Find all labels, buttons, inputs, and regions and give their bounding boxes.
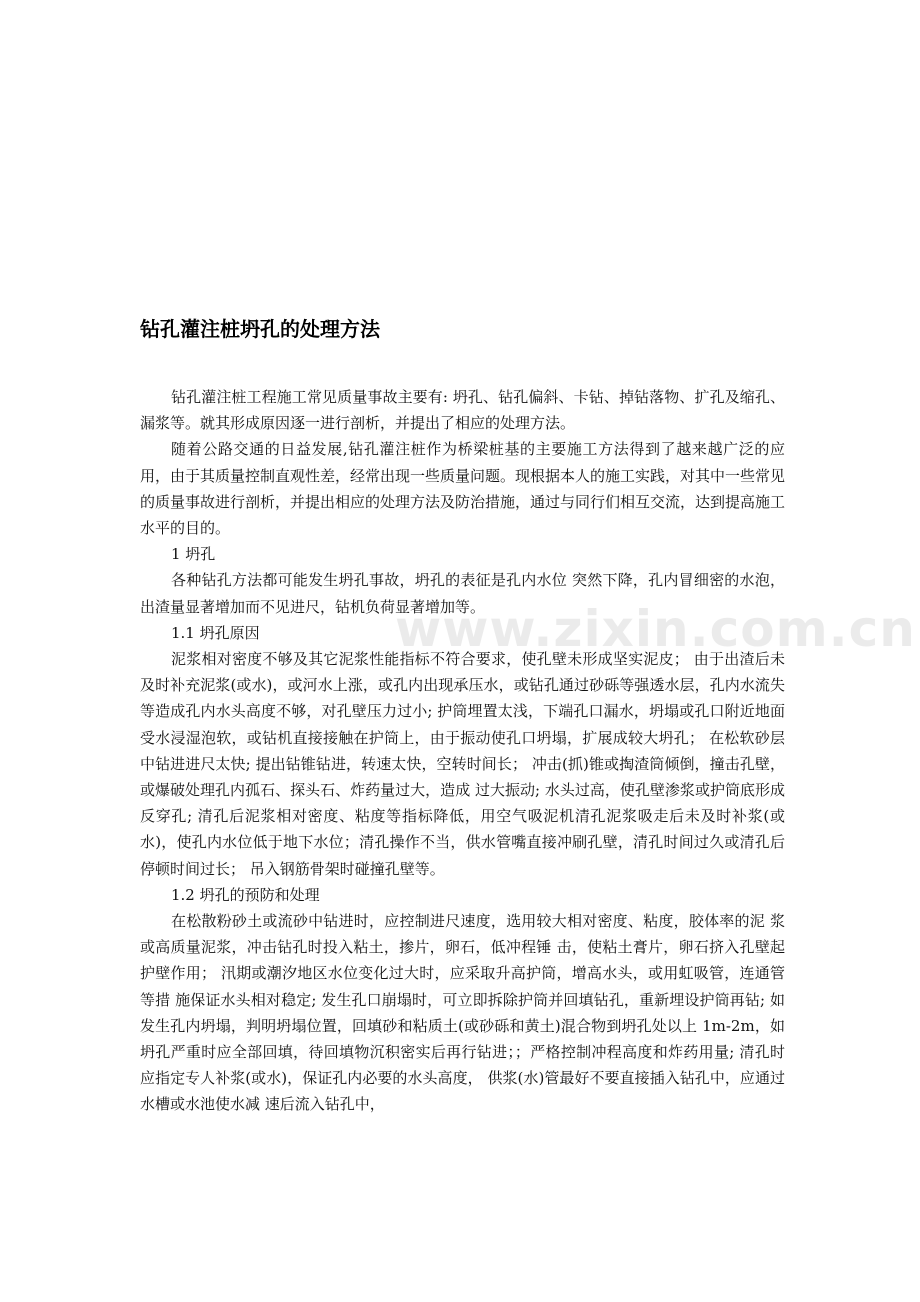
section-1-heading: 1 坍孔 bbox=[171, 545, 216, 564]
intro-paragraph-2: 随着公路交通的日益发展,钻孔灌注桩作为桥梁桩基的主要施工方法得到了越来越广泛的应用，由于其质量控制直观性差，经常出现一些质量问题。现根据本人的施工实践，对其中一些常见的质量事故进行剖析，并提出相应的处理方法及防治措施，通过与同行们相互交流，达到提高施工水平的目的。 bbox=[140, 440, 786, 538]
intro-paragraph-1: 钻孔灌注桩工程施工常见质量事故主要有: 坍孔、钻孔偏斜、卡钻、掉钻落物、扩孔及缩孔、漏浆等。就其形成原因逐一进行剖析，并提出了相应的处理方法。 bbox=[140, 388, 785, 433]
document-body bbox=[140, 384, 785, 1118]
section-1-paragraph: 各种钻孔方法都可能发生坍孔事故，坍孔的表征是孔内水位 突然下降，孔内冒细密的水泡，出渣量显著增加而不见进尺，钻机负荷显著增加等。 bbox=[140, 571, 785, 616]
section-1-1-paragraph: 泥浆相对密度不够及其它泥浆性能指标不符合要求，使孔壁未形成坚实泥皮； 由于出渣后未及时补充泥浆(或水)，或河水上涨，或孔内出现承压水，或钻孔通过砂砾等强透水层，孔内水流失等造成孔内水头高度不够，对孔壁压力过小; 护筒埋置太浅，下端孔口漏水，坍塌或孔口附近地面受水浸湿泡软，或钻机直接接触在护筒上，由于振动使孔口坍塌，扩展成较大坍孔； 在松软砂层中钻进进尺太快; 提出钻锥钻进，转速太快，空转时间长； 冲击(抓)锥或掏渣筒倾倒，撞击孔壁，或爆破处理孔内孤石、探头石、炸药量过大，造成 过大振动; 水头过高，使孔壁渗浆或护筒底形成反穿孔; 清孔后泥浆相对密度、粘度等指标降低，用空气吸泥机清孔泥浆吸走后未及时补浆(或 水)，使孔内水位低于地下水位；清孔操作不当，供水管嘴直接冲刷孔壁，清孔时间过久或清孔后停顿时间过长； 吊入钢筋骨架时碰撞孔壁等。 bbox=[140, 650, 785, 878]
watermark-text: www.zixin.com.cn bbox=[395, 600, 916, 658]
document-title: 钻孔灌注桩坍孔的处理方法 bbox=[140, 317, 380, 341]
section-1-2-paragraph: 在松散粉砂土或流砂中钻进时，应控制进尺速度，选用较大相对密度、粘度，胶体率的泥 浆或高质量泥浆，冲击钻孔时投入粘土，掺片，卵石，低冲程锤 击，使粘土膏片，卵石挤入孔壁起护壁作用； 汛期或潮汐地区水位变化过大时，应采取升高护筒，增高水头，或用虹吸管，连通管等措 施保证水头相对稳定; 发生孔口崩塌时，可立即拆除护筒并回填钻孔，重新埋设护筒再钻; 如发生孔内坍塌，判明坍塌位置，回填砂和粘质土(或砂砾和黄土)混合物到坍孔处以上 1m-2m，如坍孔严重时应全部回填，待回填物沉积密实后再行钻进；；严格控制冲程高度和炸药用量; 清孔时应指定专人补浆(或水)，保证孔内必要的水头高度， 供浆(水)管最好不要直接插入钻孔中，应通过水槽或水池使水减 速后流入钻孔中， bbox=[140, 912, 785, 1114]
section-1-1-heading: 1.1 坍孔原因 bbox=[171, 623, 260, 642]
section-1-2-heading: 1.2 坍孔的预防和处理 bbox=[171, 885, 320, 904]
